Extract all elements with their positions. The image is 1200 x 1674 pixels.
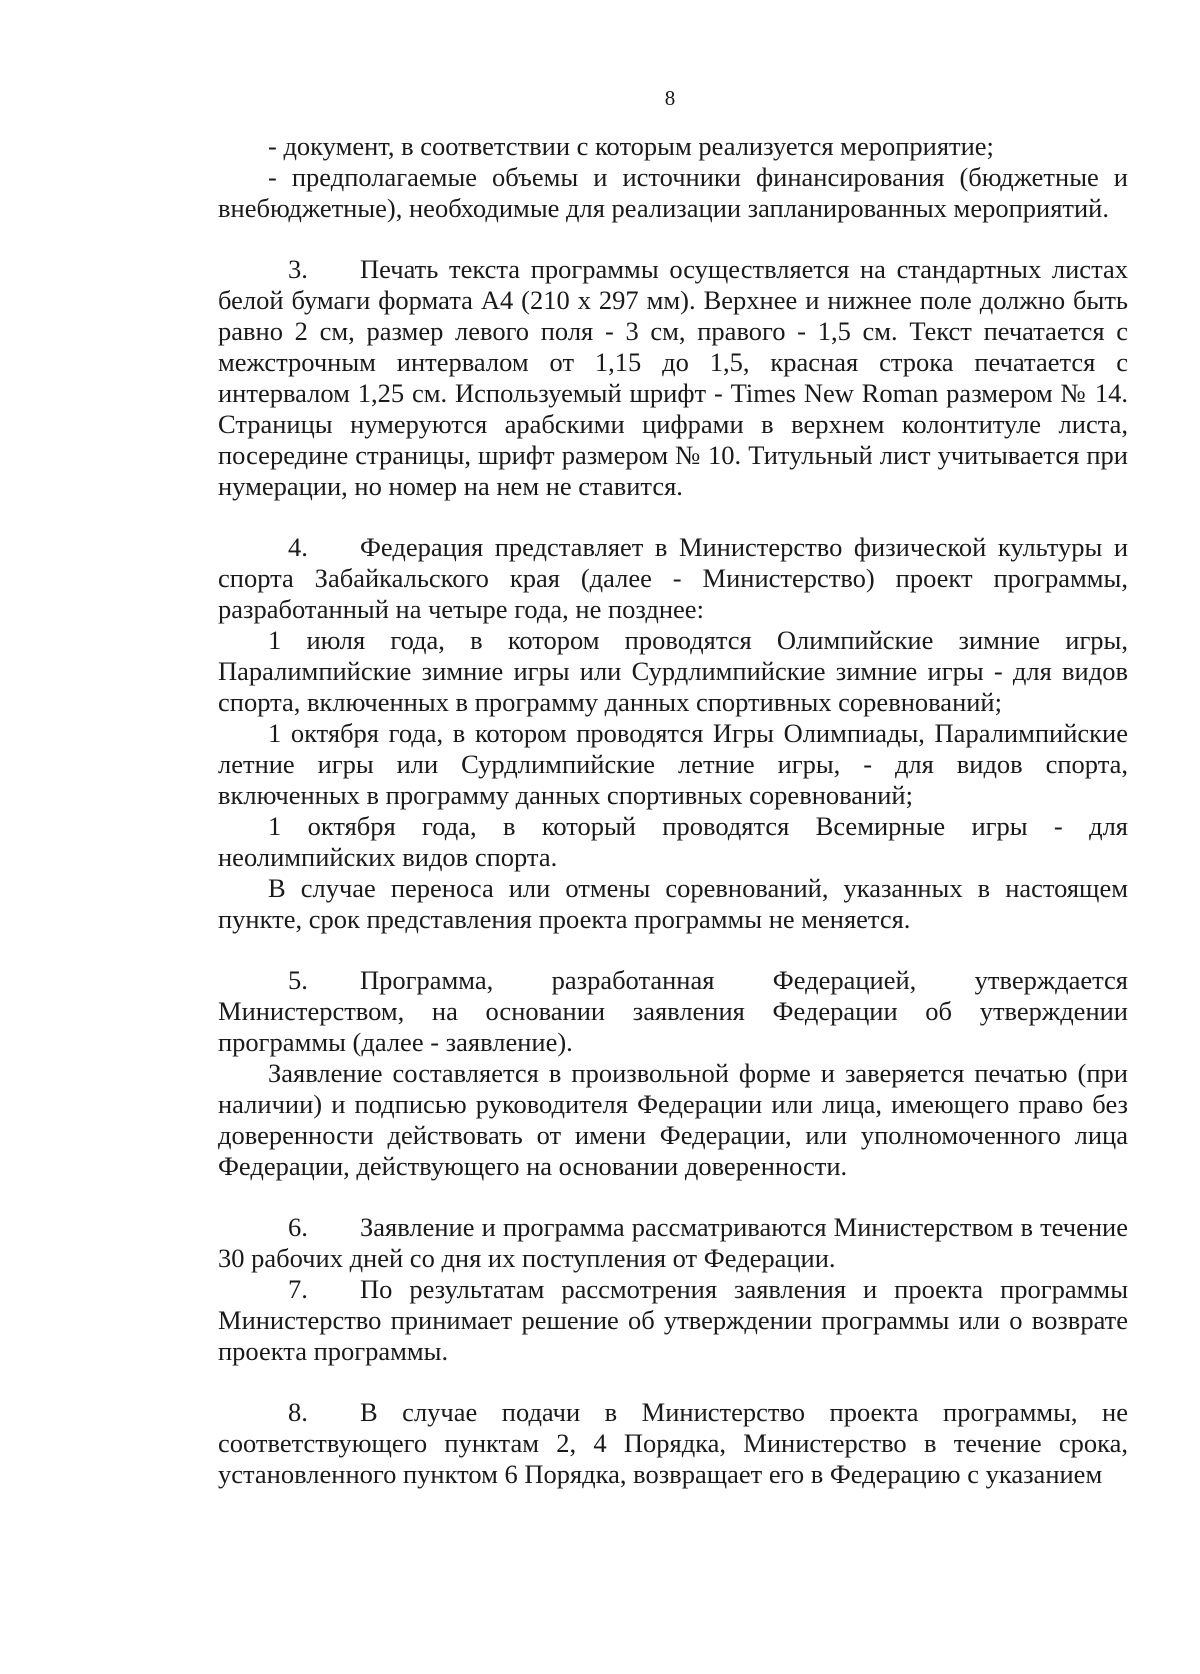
deadline-world-games: 1 октября года, в который проводятся Всемирные игры - для неолимпийских видов спорта. — [218, 811, 1128, 872]
clause-text: В случае подачи в Министерство проекта программы, не соответствующего пунктам 2, 4 Порядка, Министерство в течение срока, установленного пунктом 6 Порядка, возвращает его в Федерацию с указанием — [218, 1397, 1128, 1489]
clause-6 — [218, 1212, 1128, 1274]
deadline-winter-games: 1 июля года, в котором проводятся Олимпийские зимние игры, Паралимпийские зимние игры или Сурдлимпийские зимние игры - для видов спорта, включенных в программу данных спортивных соревнований; — [218, 625, 1128, 717]
clause-number: 7. — [288, 1274, 308, 1304]
clause-number: 3. — [288, 254, 308, 284]
page-number: 8 — [664, 86, 676, 110]
clause-number: 5. — [288, 965, 308, 995]
list-item-financing: - предполагаемые объемы и источники финансирования (бюджетные и внебюджетные), необходимые для реализации запланированных мероприятий. — [218, 162, 1128, 223]
clause-number: 8. — [288, 1397, 308, 1427]
clause-text: Федерация представляет в Министерство физической культуры и спорта Забайкальского края (далее - Министерство) проект программы, разработанный на четыре года, не позднее: — [218, 532, 1128, 624]
application-requirements: Заявление составляется в произвольной форме и заверяется печатью (при наличии) и подписью руководителя Федерации или лица, имеющего право без доверенности действовать от имени Федерации, или уполномоченного лица Федерации, действующего на основании доверенности. — [218, 1058, 1128, 1181]
clause-5 — [218, 965, 1128, 1058]
clause-text: По результатам рассмотрения заявления и проекта программы Министерство принимает решение об утверждении программы или о возврате проекта программы. — [218, 1274, 1128, 1366]
list-item-document: - документ, в соответствии с которым реализуется мероприятие; — [268, 131, 994, 161]
clause-3 — [218, 254, 1128, 502]
clause-number: 4. — [288, 532, 308, 562]
clause-number: 6. — [288, 1212, 308, 1242]
deadline-summer-games: 1 октября года, в котором проводятся Игры Олимпиады, Паралимпийские летние игры или Сурдлимпийские летние игры, - для видов спорта, включенных в программу данных спортивных соревнований; — [218, 718, 1128, 810]
document-body — [218, 131, 1128, 1490]
clause-7 — [218, 1274, 1128, 1367]
clause-4 — [218, 532, 1128, 625]
clause-text: Заявление и программа рассматриваются Министерством в течение 30 рабочих дней со дня их поступления от Федерации. — [218, 1212, 1128, 1273]
clause-text: Программа, разработанная Федерацией, утверждается Министерством, на основании заявления Федерации об утверждении программы (далее - заявление). — [218, 965, 1128, 1057]
clause-text: Печать текста программы осуществляется на стандартных листах белой бумаги формата А4 (210 х 297 мм). Верхнее и нижнее поле должно быть равно 2 см, размер левого поля - 3 см, правого - 1,5 см. Текст печатается с межстрочным интервалом от 1,15 до 1,5, красная строка печатается с интервалом 1,25 см. Используемый шрифт - Times New Roman размером № 14. Страницы нумеруются арабскими цифрами в верхнем колонтитуле листа, посередине страницы, шрифт размером № 10. Титульный лист учитывается при нумерации, но номер на нем не ставится. — [218, 254, 1128, 501]
deadline-note: В случае переноса или отмены соревнований, указанных в настоящем пункте, срок представления проекта программы не меняется. — [218, 873, 1128, 934]
clause-8 — [218, 1397, 1128, 1490]
